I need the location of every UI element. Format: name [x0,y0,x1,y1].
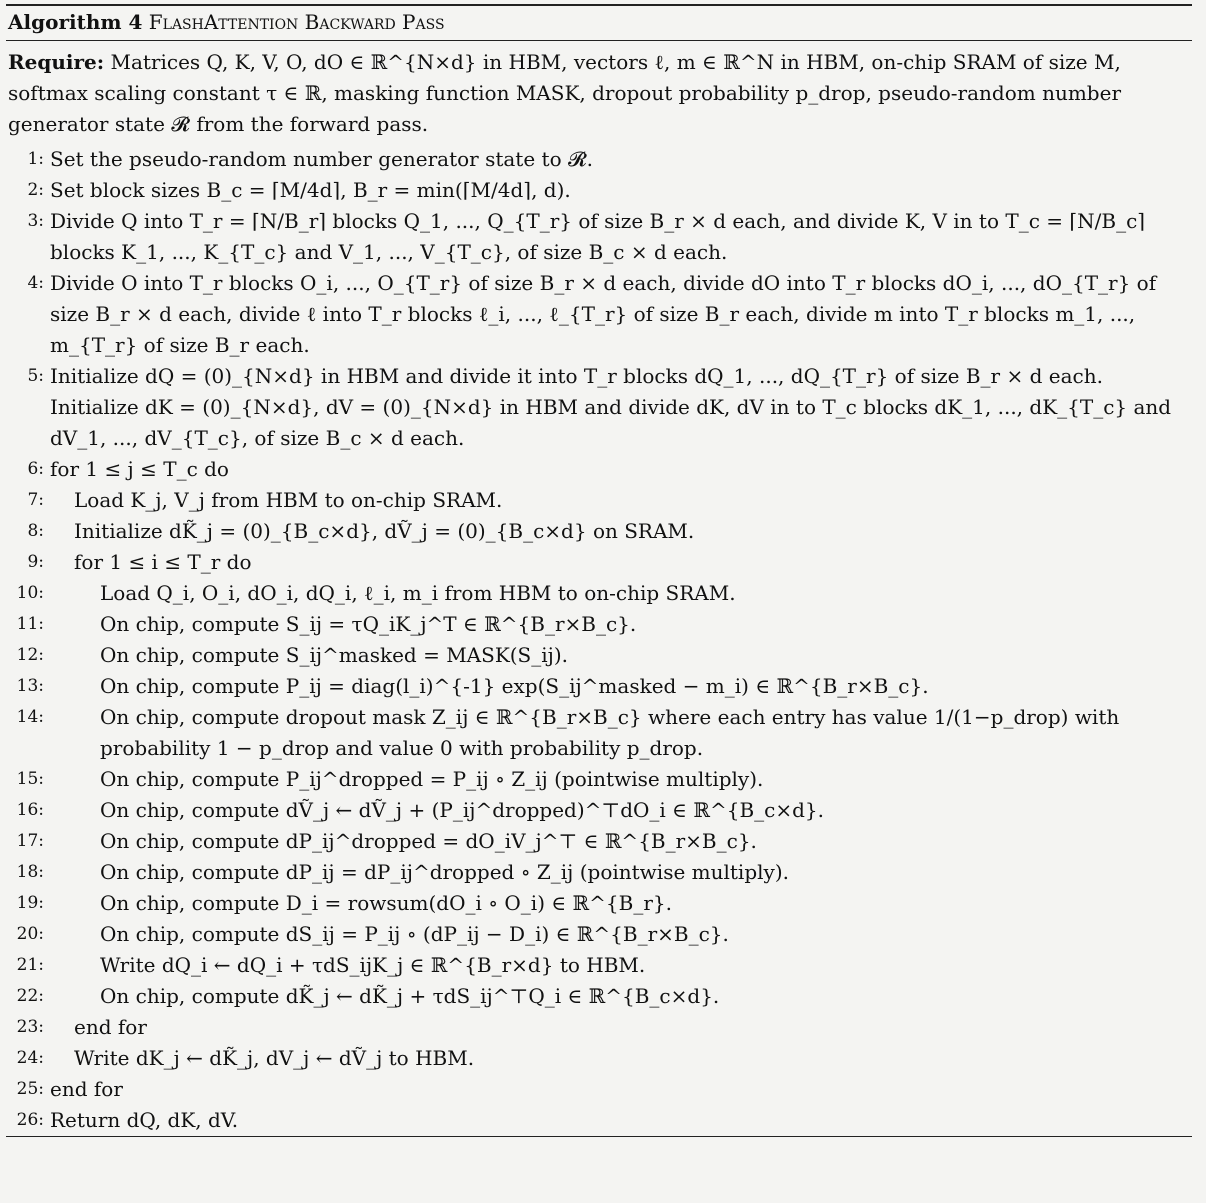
line-text: Initialize dQ = (0)_{N×d} in HBM and divide it into T_r blocks dQ_1, ..., dQ_{T_r} of size B_r × d each. Initialize dK = (0)_{N×d}, dV = (0)_{N×d} in HBM and divide dK, dV in to T_c blocks dK_1, ..., dK_{T_c} and dV_1, ..., dV_{T_c}, of size B_c × d each. [50,364,1172,450]
line-text: for 1 ≤ i ≤ T_r do [74,550,252,574]
line-number: 16: [16,800,44,820]
line-text: Initialize dK̃_j = (0)_{B_c×d}, dṼ_j = (0)_{B_c×d} on SRAM. [74,519,695,543]
line-number: 19: [16,893,44,913]
line-number: 10: [16,583,44,603]
line-text: On chip, compute S_ij = τQ_iK_j^T ∈ ℝ^{B_r×B_c}. [100,612,637,636]
line-text: Set block sizes B_c = ⌈M/4d⌉, B_r = min(⌈M/4d⌉, d). [50,178,571,202]
algorithm-box [6,4,1192,1137]
line-number: 7: [27,490,44,510]
line-number: 9: [27,552,44,572]
algorithm-line [6,857,1192,888]
line-number: 20: [16,924,44,944]
algorithm-line [6,361,1192,454]
line-number: 21: [16,955,44,975]
line-text: for 1 ≤ j ≤ T_c do [50,457,229,481]
algorithm-line [6,795,1192,826]
algorithm-line [6,454,1192,485]
algorithm-line [6,919,1192,950]
algorithm-line [6,175,1192,206]
line-text: On chip, compute dṼ_j ← dṼ_j + (P_ij^dropped)^⊤dO_i ∈ ℝ^{B_c×d}. [100,798,824,822]
algorithm-line [6,547,1192,578]
line-text: On chip, compute dK̃_j ← dK̃_j + τdS_ij^⊤Q_i ∈ ℝ^{B_c×d}. [100,984,720,1008]
line-number: 15: [16,769,44,789]
algorithm-line [6,1012,1192,1043]
line-number: 1: [27,149,44,169]
line-number: 12: [16,645,44,665]
line-text: On chip, compute D_i = rowsum(dO_i ∘ O_i) ∈ ℝ^{B_r}. [100,891,672,915]
line-number: 23: [16,1017,44,1037]
algorithm-body [6,41,1192,1136]
algorithm-line [6,206,1192,268]
algorithm-line [6,485,1192,516]
line-number: 8: [27,521,44,541]
line-number: 6: [27,459,44,479]
algorithm-line [6,888,1192,919]
algorithm-line [6,578,1192,609]
algorithm-title: FlashAttention Backward Pass [148,10,445,34]
line-text: On chip, compute P_ij^dropped = P_ij ∘ Z_ij (pointwise multiply). [100,767,764,791]
line-text: Write dK_j ← dK̃_j, dV_j ← dṼ_j to HBM. [74,1046,475,1070]
algorithm-line [6,268,1192,361]
algorithm-line [6,981,1192,1012]
line-number: 25: [16,1079,44,1099]
algorithm-line [6,1043,1192,1074]
algorithm-line [6,671,1192,702]
line-text: On chip, compute P_ij = diag(l_i)^{-1} exp(S_ij^masked − m_i) ∈ ℝ^{B_r×B_c}. [100,674,929,698]
line-number: 11: [16,614,44,634]
line-text: Return dQ, dK, dV. [50,1108,239,1132]
line-number: 22: [16,986,44,1006]
algorithm-label: Algorithm 4 [8,10,143,34]
line-number: 14: [16,707,44,727]
algorithm-line [6,1105,1192,1136]
algorithm-lines [6,144,1192,1136]
line-text: end for [50,1077,123,1101]
line-text: Load Q_i, O_i, dO_i, dQ_i, ℓ_i, m_i from HBM to on-chip SRAM. [100,581,736,605]
algorithm-line [6,609,1192,640]
line-number: 24: [16,1048,44,1068]
line-text: On chip, compute S_ij^masked = MASK(S_ij). [100,643,569,667]
algorithm-header [6,6,1192,41]
line-number: 2: [27,180,44,200]
require-text: Matrices Q, K, V, O, dO ∈ ℝ^{N×d} in HBM, vectors ℓ, m ∈ ℝ^N in HBM, on-chip SRAM of size M, softmax scaling constant τ ∈ ℝ, masking function MASK, dropout probability p_drop, pseudo-random number generator state 𝓡 from the forward pass. [8,50,1122,136]
line-text: On chip, compute dS_ij = P_ij ∘ (dP_ij − D_i) ∈ ℝ^{B_r×B_c}. [100,922,729,946]
line-number: 26: [16,1110,44,1130]
line-text: On chip, compute dropout mask Z_ij ∈ ℝ^{B_r×B_c} where each entry has value 1/(1−p_drop) with probability 1 − p_drop and value 0 with probability p_drop. [100,705,1120,760]
line-number: 3: [27,211,44,231]
require-label: Require: [8,50,105,74]
algorithm-line [6,950,1192,981]
algorithm-line [6,764,1192,795]
algorithm-line [6,826,1192,857]
line-number: 5: [27,366,44,386]
algorithm-line [6,144,1192,175]
algorithm-line [6,640,1192,671]
require-block [6,45,1192,144]
line-text: On chip, compute dP_ij = dP_ij^dropped ∘ Z_ij (pointwise multiply). [100,860,789,884]
line-text: Set the pseudo-random number generator state to 𝓡. [50,147,594,171]
line-text: Load K_j, V_j from HBM to on-chip SRAM. [74,488,503,512]
line-number: 18: [16,862,44,882]
algorithm-line [6,516,1192,547]
line-number: 17: [16,831,44,851]
line-number: 13: [16,676,44,696]
line-text: end for [74,1015,147,1039]
algorithm-line [6,702,1192,764]
line-text: On chip, compute dP_ij^dropped = dO_iV_j^⊤ ∈ ℝ^{B_r×B_c}. [100,829,757,853]
line-text: Divide O into T_r blocks O_i, ..., O_{T_r} of size B_r × d each, divide dO into T_r blocks dO_i, ..., dO_{T_r} of size B_r × d each, divide ℓ into T_r blocks ℓ_i, ..., ℓ_{T_r} of size B_r each, divide m into T_r blocks m_1, ..., m_{T_r} of size B_r each. [50,271,1157,357]
line-number: 4: [27,273,44,293]
line-text: Divide Q into T_r = ⌈N/B_r⌉ blocks Q_1, ..., Q_{T_r} of size B_r × d each, and divide K, V in to T_c = ⌈N/B_c⌉ blocks K_1, ..., K_{T_c} and V_1, ..., V_{T_c}, of size B_c × d each. [50,209,1146,264]
line-text: Write dQ_i ← dQ_i + τdS_ijK_j ∈ ℝ^{B_r×d} to HBM. [100,953,646,977]
algorithm-line [6,1074,1192,1105]
